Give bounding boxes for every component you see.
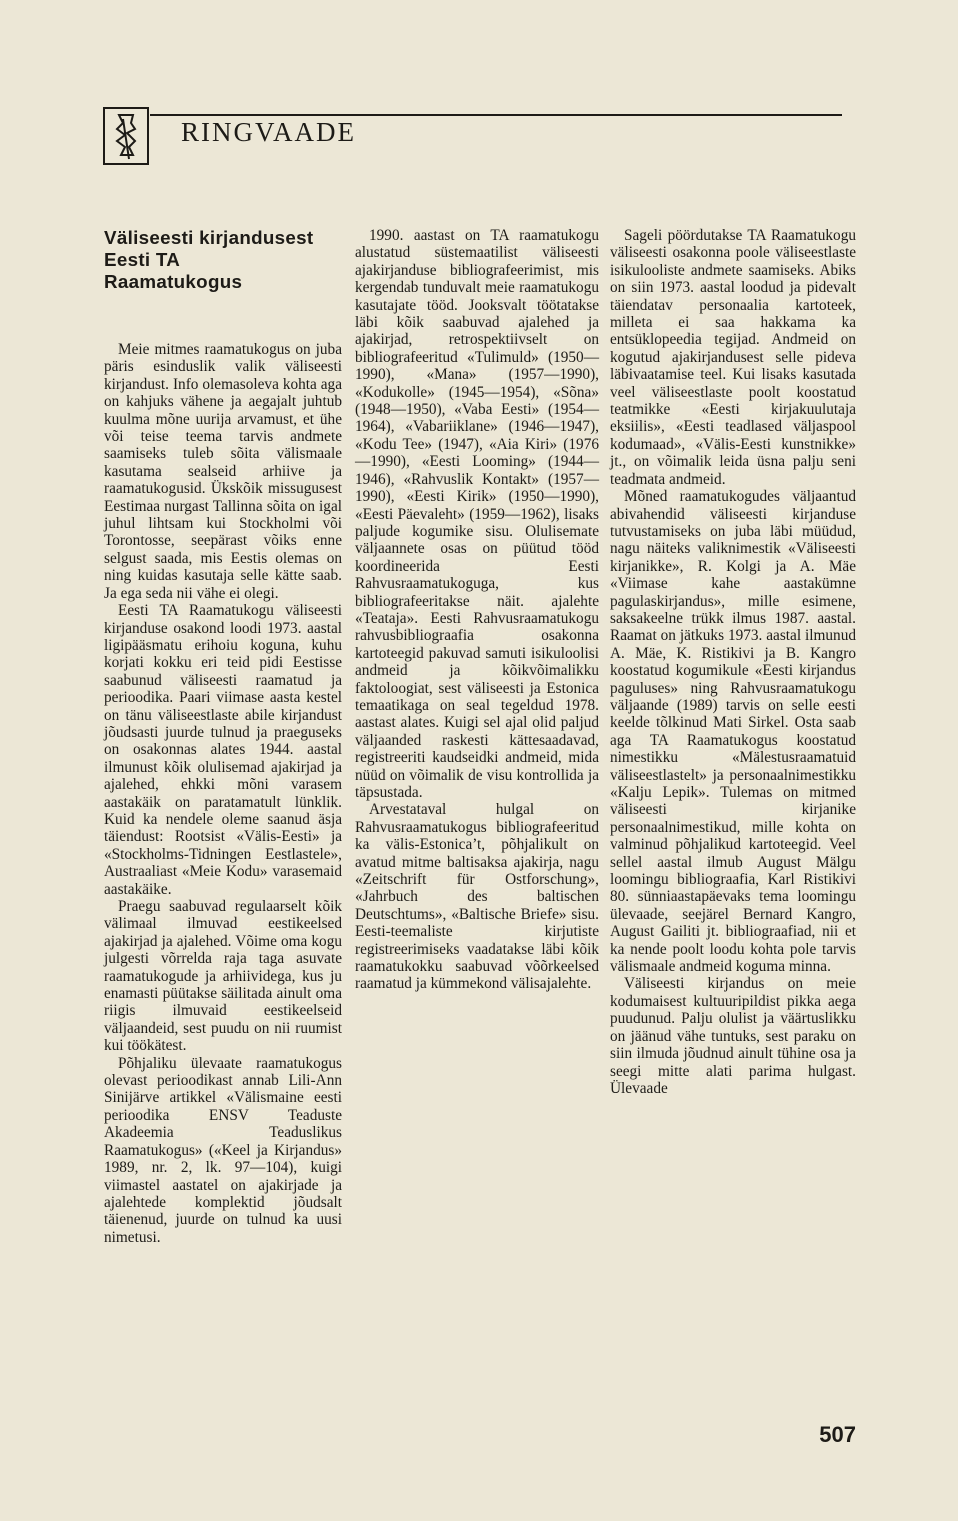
section-emblem-icon	[103, 107, 149, 165]
paragraph: Sageli pöördutakse TA Raamatukogu väliseesti osakonna poole väliseestlaste isikulooliste andmete saamiseks. Abiks on siin 1973. aastal loodud ja pidevalt täiendatav personaalia kartoteek, milleta ei saa hakkama ka entsüklopeedia tegijad. Andmeid on kogutud ajakirjandusest selle pideva läbivaatamise teel. Kui lisaks kasutada veel väliseestlaste poolt koostatud teatmikke «Eesti kirjakuulutaja eksiilis», «Eesti teadlased väljaspool kodumaad», «Välis-Eesti kunstnikke» jt., on võimalik leida üsna palju seni teadmata andmeid.	[610, 227, 856, 488]
paragraph: Praegu saabuvad regulaarselt kõik välimaal ilmuvad eestikeelsed ajakirjad ja ajalehed. Võime oma kogu julgesti võrrelda raja taga asuvate raamatukogude ja arhiividega, kus ju enamasti püütakse säilitada ainult oma riigis ilmuvaid eestikeelseid väljaandeid, sest puudu on nii ruumist kui töökätest.	[104, 898, 342, 1055]
paragraph: Väliseesti kirjandus on meie kodumaisest kultuuripildist pikka aega puudunud. Palju olulist ja väärtuslikku on jäänud vähe tuntuks, sest paraku on siin ilmuda jõudnud ainult tühine osa ja seegi mitte alati parima hulgast. Ülevaade	[610, 975, 856, 1097]
paragraph: 1990. aastast on TA raamatukogu alustatud süstemaatilist väliseesti ajakirjanduse bibliografeerimist, mis kergendab tunduvalt meie raamatukogu kasutajate tööd. Jooksvalt töötatakse läbi kõik saabuvad ajalehed ja ajakirjad, retrospektiivselt on bibliografeeritud «Tulimuld» (1950—1990), «Mana» (1957—1990), «Kodukolle» (1945—1954), «Sõna» (1948—1950), «Vaba Eesti» (1954—1964), «Vabariiklane» (1946—1947), «Kodu Tee» (1947), «Aia Kiri» (1976—1990), «Eesti Looming» (1944—1946), «Rahvuslik Kontakt» (1957—1990), «Eesti Kirik» (1950—1990), «Eesti Päevaleht» (1959—1962), lisaks paljude kogumike sisu. Olulisemate väljaannete osas on püütud tööd koordineerida Eesti Rahvusraamatukoguga, kus bibliografeeritakse näit. ajalehte «Teataja». Eesti Rahvusraamatukogu rahvusbibliograafia osakonna kartoteegid pakuvad samuti isikuloolisi andmeid ja kõikvõimalikku faktoloogiat, sest väliseesti ja Estonica temaatikaga on seal tegeldud 1978. aastast alates. Kuigi sel ajal olid paljud väljaanded raskesti kättesaadavad, registreeriti kaudseidki andmeid, mida nüüd on võimalik de visu kontrollida ja täpsustada.	[355, 227, 599, 801]
paragraph: Meie mitmes raamatukogus on juba päris esinduslik valik väliseesti kirjandust. Info olemasoleva kohta aga on kahjuks vähene ja aegajalt juhtub kuulma mõne uurija arvamust, et ühe või teise teema tarvis andmete saamiseks tuleb sõita välismaale kasutama sealseid arhiive ja raamatukogusid. Ükskõik missugusest Eestimaa nurgast Tallinna sõita on igal juhul lihtsam kui Stockholmi või Torontosse, seepärast võiks enne selgust saada, mis Eestis olemas on ning kuidas kasutaja selle kätte saab. Ja ega seda nii vähe ei olegi.	[104, 341, 342, 602]
text-column-1	[104, 227, 342, 1246]
header-rule	[150, 114, 842, 116]
page-number: 507	[819, 1422, 856, 1447]
paragraph: Mõned raamatukogudes väljaantud abivahendid väliseesti kirjanduse tutvustamiseks on juba läbi müüdud, nagu näiteks valiknimestik «Väliseesti kirjanikke», R. Kolgi ja A. Mäe «Viimase kahe aastakümne pagulaskirjandus», mille esimene, saksakeelne trükk ilmus 1987. aastal. Raamat on jätkuks 1973. aastal ilmunud A. Mäe, K. Ristikivi ja B. Kangro koostatud kogumikule «Eesti kirjandus paguluses» ning Rahvusraamatukogu väljaande (1989) tarvis on selle eesti keelde tõlkinud Mati Sirkel. Osta saab aga TA Raamatukogus koostatud nimestikku «Mälestusraamatuid väliseestlastelt» ja personaalnimestikku «Kalju Lepik». Tulemas on mitmed väliseesti kirjanike personaalnimestikud, mille kohta on valminud põhjalikud kartoteegid. Veel sellel aastal ilmub August Mälgu loomingu bibliograafia, Karl Ristikivi 80. sünniaastapäevaks tema loomingu ülevaade, seejärel Bernard Kangro, August Gailiti jt. bibliograafiad, nii et ka nende poolt loodu kohta pole tarvis välismaale andmeid koguma minna.	[610, 488, 856, 976]
paragraph: Põhjaliku ülevaate raamatukogus olevast perioodikast annab Lili-Ann Sinijärve artikkel «Välismaine eesti perioodika ENSV Teaduste Akadeemia Teaduslikus Raamatukogus» («Keel ja Kirjandus» 1989, nr. 2, lk. 97—104), kuigi viimastel aastatel on ajakirjade ja ajalehtede komplektid jõudsalt täienenud, juurde on tulnud ka uusi nimetusi.	[104, 1054, 342, 1246]
text-column-2	[355, 227, 599, 993]
article-title: Väliseesti kirjandusest Eesti TA Raamatukogus	[104, 227, 314, 292]
section-title: RINGVAADE	[181, 117, 357, 147]
text-column-3	[610, 227, 856, 1097]
paragraph: Eesti TA Raamatukogu väliseesti kirjanduse osakond loodi 1973. aastal ligipääsmatu erihoiu koguna, kuhu korjati kokku eri teid pidi Eestisse saabunud väliseesti raamatud ja perioodika. Paari viimase aasta kestel on tänu väliseestlaste abile kirjandust jõudsasti juurde tulnud ja praeguseks on osakonnas alates 1944. aastal ilmunust kõik olulisemad ajakirjad ja ajalehed, ehkki mõni varasem aastakäik on paratamatult lünklik. Kuid ka nendele oleme saanud äsja täiendust: Rootsist «Välis-Eesti» ja «Stockholms-Tidningen Eestlastele», Austraaliast «Meie Kodu» varasemaid aastakäike.	[104, 602, 342, 898]
paragraph: Arvestataval hulgal on Rahvusraamatukogus bibliografeeritud ka välis-Estonica’t, põhjalikult on avatud mitme baltisaksa ajakirja, nagu «Zeitschrift für Ostforschung», «Jahrbuch des baltischen Deutschtums», «Baltische Briefe» sisu. Eesti-teemaliste kirjutiste registreerimiseks vaadatakse läbi kõik raamatukokku saabuvad võõrkeelsed raamatud ja kümmekond välisajalehte.	[355, 801, 599, 993]
